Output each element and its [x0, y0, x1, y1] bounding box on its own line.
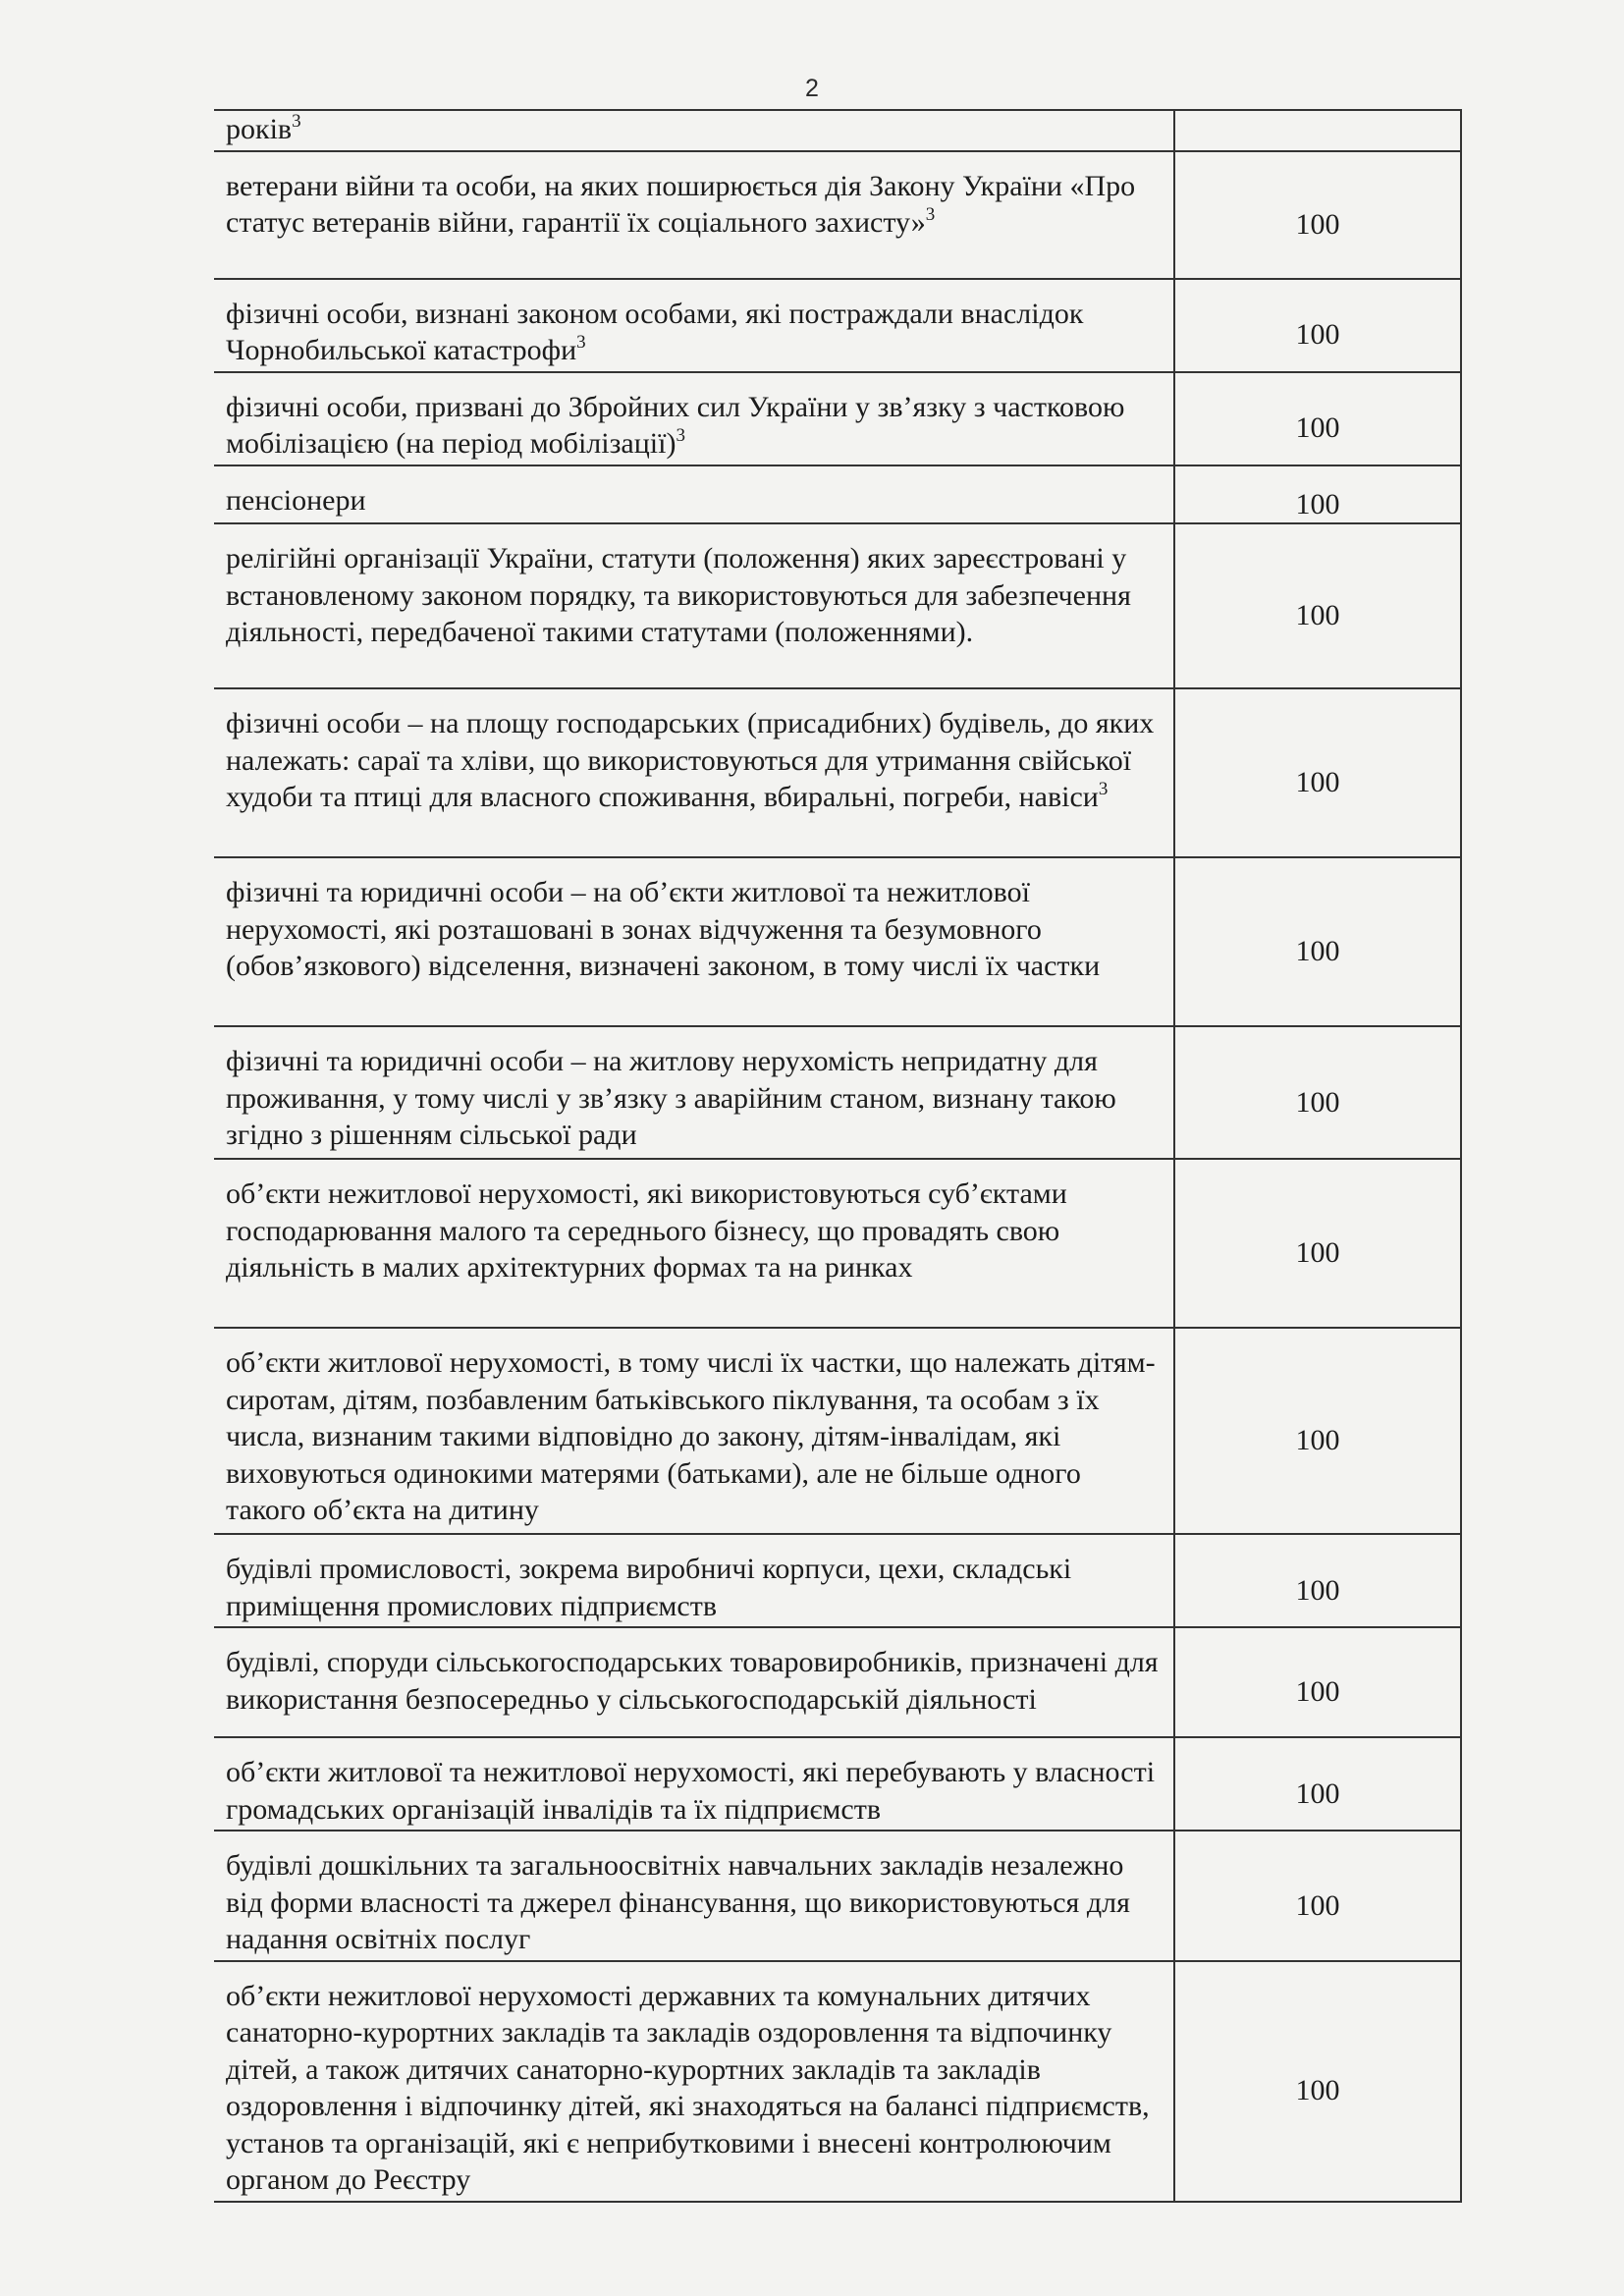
row-description: [226, 296, 1164, 369]
row-description: [226, 1344, 1164, 1529]
row-description-cell: [214, 279, 1174, 372]
table-row: [214, 465, 1461, 524]
table-row: [214, 110, 1461, 151]
row-rate-value: 100: [1174, 1831, 1461, 1961]
footnote-marker: 3: [1098, 779, 1109, 799]
footnote-marker: 3: [292, 111, 301, 132]
row-rate-value: 100: [1174, 857, 1461, 1026]
row-text: пенсіонери: [226, 483, 366, 517]
footnote-marker: 3: [925, 204, 936, 225]
row-rate-value: 100: [1174, 465, 1461, 524]
row-text: фізичні та юридичні особи – на житлову нерухомість непридатну для проживання, у тому числі у зв’язку з аварійним станом, визнану такою згідно з рішенням сільської ради: [226, 1045, 1116, 1151]
table-row: [214, 688, 1461, 857]
table-row: [214, 1328, 1461, 1534]
row-rate-value: 100: [1174, 688, 1461, 857]
table-row: [214, 1831, 1461, 1961]
row-description: [226, 540, 1164, 651]
row-rate-value: 100: [1174, 1026, 1461, 1159]
page-number: 2: [805, 75, 819, 102]
row-text: об’єкти нежитлової нерухомості державних та комунальних дитячих санаторно-курортних закладів та закладів оздоровлення та відпочинку дітей, а також дитячих санаторно-курортних закладів та закладів оздоровлення і відпочинку дітей, які знаходяться на балансі підприємств, установ та організацій, які є неприбутковими і внесені контролюючим органом до Реєстру: [226, 1979, 1150, 2196]
table-row: [214, 372, 1461, 465]
row-rate-value: 100: [1174, 1961, 1461, 2202]
row-text: ветерани війни та особи, на яких поширюється дія Закону України «Про статус ветеранів війни, гарантії їх соціального захисту»: [226, 169, 1136, 239]
row-text: фізичні особи, призвані до Збройних сил України у зв’язку з частковою мобілізацією (на період мобілізації): [226, 390, 1125, 460]
row-description-cell: [214, 1534, 1174, 1627]
footnote-marker: 3: [576, 332, 586, 353]
row-text: фізичні особи, визнані законом особами, які постраждали внаслідок Чорнобильської катастрофи: [226, 297, 1084, 366]
row-description-cell: [214, 1159, 1174, 1328]
row-description-cell: [214, 1627, 1174, 1737]
row-description: [226, 1847, 1164, 1958]
row-description: [226, 1644, 1164, 1718]
row-description-cell: [214, 1328, 1174, 1534]
row-text: років: [226, 113, 293, 145]
table-row: [214, 1534, 1461, 1627]
row-description-cell: [214, 1026, 1174, 1159]
row-description-cell: [214, 523, 1174, 688]
row-text: будівлі, споруди сільськогосподарських товаровиробників, призначені для використання безпосередньо у сільськогосподарській діяльності: [226, 1646, 1159, 1716]
row-description-cell: [214, 688, 1174, 857]
row-text: будівлі промисловості, зокрема виробничі корпуси, цехи, складські приміщення промислових підприємств: [226, 1553, 1072, 1622]
row-description: [226, 1043, 1164, 1154]
row-description: [226, 1978, 1164, 2199]
row-description: [226, 1551, 1164, 1624]
row-description-cell: [214, 1961, 1174, 2202]
row-description: [226, 1754, 1164, 1828]
row-rate-value: 100: [1174, 372, 1461, 465]
row-description: [226, 111, 1164, 148]
row-text: об’єкти житлової та нежитлової нерухомості, які перебувають у власності громадських організацій інвалідів та їх підприємств: [226, 1756, 1156, 1826]
row-text: фізичні та юридичні особи – на об’єкти житлової та нежитлової нерухомості, які розташовані в зонах відчуження та безумовного (обов’язкового) відселення, визначені законом, в тому числі їх частки: [226, 876, 1101, 982]
row-text: фізичні особи – на площу господарських (присадибних) будівель, до яких належать: сараї та хліви, що використовуються для утримання свійської худоби та птиці для власного споживання, вбиральні, погреби, навіси: [226, 707, 1155, 813]
row-description-cell: [214, 1831, 1174, 1961]
row-rate-value: 100: [1174, 523, 1461, 688]
row-rate-value: 100: [1174, 1627, 1461, 1737]
row-description-cell: [214, 857, 1174, 1026]
row-description-cell: [214, 110, 1174, 151]
row-description-cell: [214, 465, 1174, 524]
row-text: релігійні організації України, статути (положення) яких зареєстровані у встановленому законом порядку, та використовуються для забезпечення діяльності, передбаченої такими статутами (положеннями).: [226, 542, 1131, 648]
row-description: [226, 1175, 1164, 1286]
row-description: [226, 389, 1164, 463]
table-row: [214, 279, 1461, 372]
row-rate-value: 100: [1174, 151, 1461, 279]
table-row: [214, 1737, 1461, 1831]
table-row: [214, 523, 1461, 688]
row-rate-value: [1174, 110, 1461, 151]
row-rate-value: 100: [1174, 1159, 1461, 1328]
row-rate-value: 100: [1174, 279, 1461, 372]
table-row: [214, 1627, 1461, 1737]
row-description: [226, 482, 1164, 519]
table-row: [214, 857, 1461, 1026]
row-description: [226, 168, 1164, 242]
table-row: [214, 1026, 1461, 1159]
row-text: об’єкти нежитлової нерухомості, які використовуються суб’єктами господарювання малого та середнього бізнесу, що провадять свою діяльність в малих архітектурних формах та на ринках: [226, 1177, 1067, 1284]
row-description-cell: [214, 1737, 1174, 1831]
row-description: [226, 705, 1164, 816]
row-description: [226, 874, 1164, 985]
table-row: [214, 1961, 1461, 2202]
row-rate-value: 100: [1174, 1534, 1461, 1627]
row-text: об’єкти житлової нерухомості, в тому числі їх частки, що належать дітям-сиротам, дітям, позбавленим батьківського піклування, та особам з їх числа, визнаним такими відповідно до закону, дітям-інвалідам, які виховуються одинокими матерями (батьками), але не більше одного такого об’єкта на дитину: [226, 1346, 1156, 1526]
row-text: будівлі дошкільних та загальноосвітніх навчальних закладів незалежно від форми власності та джерел фінансування, що використовуються для надання освітніх послуг: [226, 1849, 1130, 1955]
table-row: [214, 151, 1461, 279]
row-rate-value: 100: [1174, 1737, 1461, 1831]
exemptions-table: [214, 109, 1462, 2203]
row-description-cell: [214, 372, 1174, 465]
footnote-marker: 3: [676, 425, 685, 446]
row-description-cell: [214, 151, 1174, 279]
row-rate-value: 100: [1174, 1328, 1461, 1534]
table-row: [214, 1159, 1461, 1328]
